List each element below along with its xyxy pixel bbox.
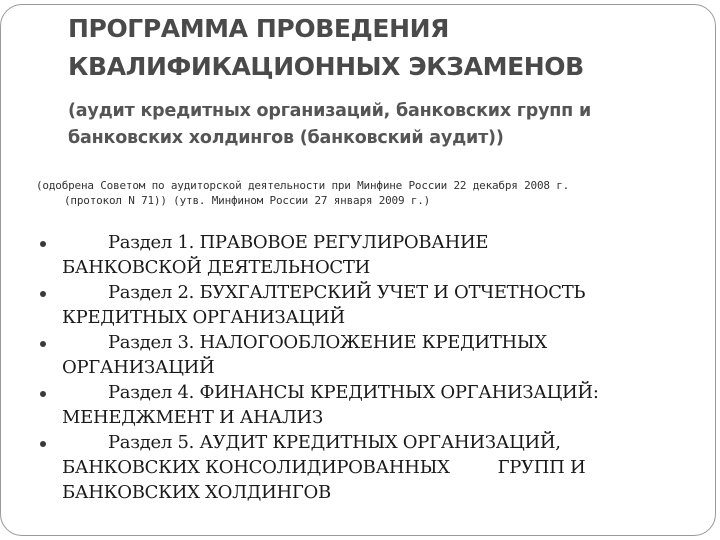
section-title-cont: БАНКОВСКИХ ХОЛДИНГОВ [62, 482, 331, 503]
list-item [0, 230, 700, 280]
slide-title [68, 10, 708, 86]
list-item [0, 380, 700, 430]
title-line-1: ПРОГРАММА ПРОВЕДЕНИЯ [68, 14, 449, 43]
section-title: Раздел 2. БУХГАЛТЕРСКИЙ УЧЕТ И ОТЧЕТНОСТЬ [108, 282, 586, 303]
bullet-icon [40, 341, 46, 347]
section-title-part-b: ГРУПП И [497, 457, 586, 478]
title-line-2: КВАЛИФИКАЦИОННЫХ ЭКЗАМЕНОВ [68, 52, 584, 81]
section-title-cont: БАНКОВСКОЙ ДЕЯТЕЛЬНОСТИ [62, 257, 370, 278]
section-title-part-a: БАНКОВСКИХ КОНСОЛИДИРОВАННЫХ [62, 457, 450, 478]
section-title-cont: ОРГАНИЗАЦИЙ [62, 357, 215, 378]
approval-line-2: (протокол N 71)) (утв. Минфином России 27 января 2009 г.) [64, 194, 431, 207]
section-title: Раздел 4. ФИНАНСЫ КРЕДИТНЫХ ОРГАНИЗАЦИЙ: [108, 382, 599, 403]
approval-line-1: (одобрена Советом по аудиторской деятельности при Минфине России 22 декабря 2008 г. [36, 179, 570, 192]
subtitle-line-1: (аудит кредитных организаций, банковских групп и [68, 101, 592, 121]
section-title: Раздел 1. ПРАВОВОЕ РЕГУЛИРОВАНИЕ [108, 232, 489, 253]
section-title-cont: КРЕДИТНЫХ ОРГАНИЗАЦИЙ [62, 307, 345, 328]
list-item [0, 430, 700, 505]
approval-note [36, 178, 706, 208]
list-item [0, 330, 700, 380]
section-title-cont [0, 455, 700, 480]
bullet-icon [40, 241, 46, 247]
section-title-cont: МЕНЕДЖМЕНТ И АНАЛИЗ [62, 407, 323, 428]
section-title: Раздел 5. АУДИТ КРЕДИТНЫХ ОРГАНИЗАЦИЙ, [108, 432, 561, 453]
bullet-icon [40, 391, 46, 397]
bullet-icon [40, 441, 46, 447]
sections-list [0, 230, 700, 505]
section-title: Раздел 3. НАЛОГООБЛОЖЕНИЕ КРЕДИТНЫХ [108, 332, 547, 353]
bullet-icon [40, 291, 46, 297]
list-item [0, 280, 700, 330]
subtitle-line-2: банковских холдингов (банковский аудит)) [68, 128, 504, 148]
slide-subtitle [68, 98, 708, 152]
